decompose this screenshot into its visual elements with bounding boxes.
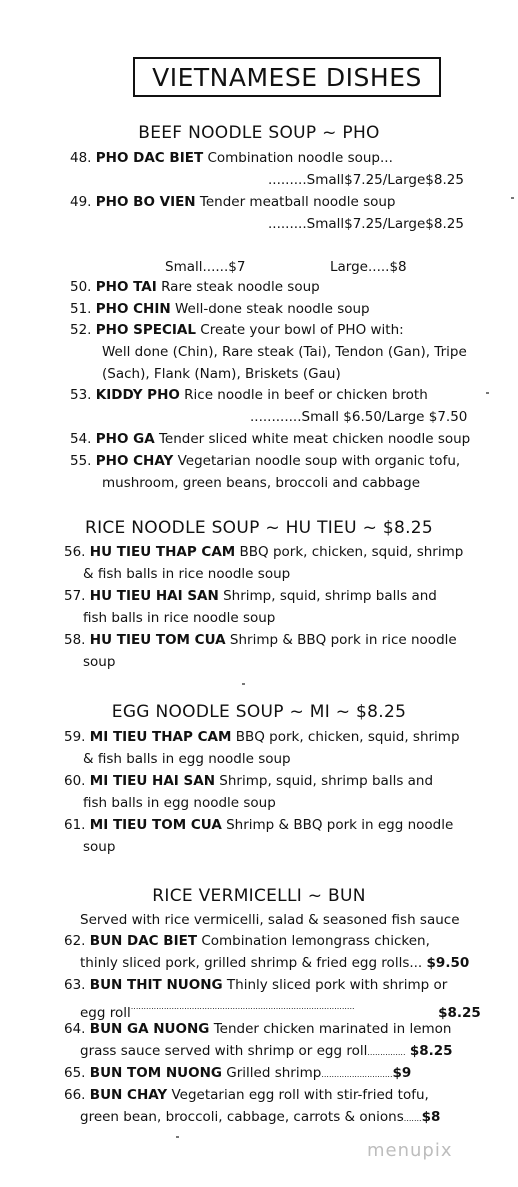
item-name: BUN CHAY	[89, 1087, 168, 1103]
item-price: $9	[392, 1065, 412, 1081]
item-number: 58.	[64, 632, 86, 648]
item-desc: Shrimp & BBQ pork in rice noodle	[229, 632, 457, 648]
item-desc: BBQ pork, chicken, squid, shrimp	[235, 729, 460, 745]
item-desc-64-line2	[80, 1041, 453, 1063]
item-number: 50.	[70, 279, 92, 295]
size-price-small: Small......$7	[165, 259, 246, 275]
item-desc: Thinly sliced pork with shrimp or	[226, 977, 448, 993]
leader-dots: .......	[403, 1114, 422, 1123]
menu-item-61	[64, 815, 453, 835]
item-desc: thinly sliced pork, grilled shrimp & fried egg rolls...	[80, 955, 423, 971]
leader-dots: ........................................................................................	[130, 1002, 355, 1011]
item-price-49: .........Small$7.25/Large$8.25	[268, 216, 464, 232]
item-name: BUN GA NUONG	[89, 1021, 210, 1037]
menu-item-58	[64, 630, 457, 650]
item-number: 65.	[64, 1065, 86, 1081]
item-desc: BBQ pork, chicken, squid, shrimp	[239, 544, 464, 560]
item-name: HU TIEU HAI SAN	[89, 588, 219, 604]
item-desc: Shrimp, squid, shrimp balls and	[223, 588, 437, 604]
item-name: KIDDY PHO	[95, 387, 180, 403]
menu-item-51	[70, 299, 370, 319]
item-name: MI TIEU HAI SAN	[89, 773, 215, 789]
item-number: 59.	[64, 729, 86, 745]
menu-item-65	[64, 1063, 411, 1085]
item-number: 63.	[64, 977, 86, 993]
item-desc: Vegetarian noodle soup with organic tofu,	[177, 453, 461, 469]
menu-item-66	[64, 1085, 429, 1105]
item-desc: Tender sliced white meat chicken noodle soup	[158, 431, 471, 447]
item-desc: Shrimp & BBQ pork in egg noodle	[226, 817, 454, 833]
menu-item-60	[64, 771, 433, 791]
item-desc: green bean, broccoli, cabbage, carrots & onions	[80, 1109, 404, 1125]
menu-item-59	[64, 727, 460, 747]
item-desc: Well-done steak noodle soup	[174, 301, 370, 317]
item-number: 62.	[64, 933, 86, 949]
menu-item-63	[64, 975, 447, 995]
size-price-large: Large.....$8	[330, 259, 407, 275]
section-header-pho: BEEF NOODLE SOUP ~ PHO	[138, 123, 380, 143]
section-header-bun: RICE VERMICELLI ~ BUN	[152, 886, 366, 906]
item-name: PHO GA	[95, 431, 155, 447]
item-name: PHO BO VIEN	[95, 194, 196, 210]
watermark-logo: menupix	[367, 1140, 453, 1161]
item-price: $8.25	[409, 1043, 453, 1059]
item-desc-52-line2: Well done (Chin), Rare steak (Tai), Tendon (Gan), Tripe	[102, 344, 467, 360]
item-desc: Tender meatball noodle soup	[199, 194, 396, 210]
scan-speck	[511, 197, 514, 199]
item-name: PHO CHIN	[95, 301, 171, 317]
menu-item-50	[70, 277, 320, 297]
menu-item-57	[64, 586, 437, 606]
item-number: 61.	[64, 817, 86, 833]
item-number: 52.	[70, 322, 92, 338]
item-desc: egg roll	[80, 1005, 131, 1021]
menu-item-62	[64, 931, 430, 951]
item-desc: Combination lemongrass chicken,	[201, 933, 430, 949]
menu-item-64	[64, 1019, 452, 1039]
item-name: HU TIEU THAP CAM	[89, 544, 236, 560]
scan-speck	[242, 683, 245, 685]
item-name: MI TIEU THAP CAM	[89, 729, 232, 745]
item-name: PHO DAC BIET	[95, 150, 204, 166]
item-desc-60-line2: fish balls in egg noodle soup	[83, 795, 276, 811]
item-desc: Rice noodle in beef or chicken broth	[184, 387, 428, 403]
scan-speck	[176, 1136, 179, 1138]
item-desc-57-line2: fish balls in rice noodle soup	[83, 610, 276, 626]
section-header-hutieu: RICE NOODLE SOUP ~ HU TIEU ~ $8.25	[84, 518, 434, 538]
page-title: VIETNAMESE DISHES	[133, 57, 441, 97]
item-name: HU TIEU TOM CUA	[89, 632, 226, 648]
item-number: 53.	[70, 387, 92, 403]
item-number: 48.	[70, 150, 92, 166]
menu-item-49	[70, 192, 396, 212]
item-desc: Create your bowl of PHO with:	[200, 322, 404, 338]
item-desc-58-line2: soup	[83, 654, 116, 670]
menu-item-52	[70, 320, 404, 340]
item-name: BUN THIT NUONG	[89, 977, 223, 993]
item-desc: Vegetarian egg roll with stir-fried tofu,	[171, 1087, 429, 1103]
item-number: 64.	[64, 1021, 86, 1037]
item-desc: Combination noodle soup...	[207, 150, 393, 166]
item-number: 51.	[70, 301, 92, 317]
item-desc: Rare steak noodle soup	[161, 279, 320, 295]
item-desc: grass sauce served with shrimp or egg roll	[80, 1043, 368, 1059]
menu-item-53	[70, 385, 428, 405]
item-number: 60.	[64, 773, 86, 789]
item-name: PHO SPECIAL	[95, 322, 196, 338]
item-name: MI TIEU TOM CUA	[89, 817, 222, 833]
item-desc-61-line2: soup	[83, 839, 116, 855]
item-price: $8	[421, 1109, 441, 1125]
item-price: $9.50	[426, 955, 470, 971]
item-desc-55-line2: mushroom, green beans, broccoli and cabbage	[102, 475, 421, 491]
item-number: 57.	[64, 588, 86, 604]
menu-item-54	[70, 429, 470, 449]
menu-item-55	[70, 451, 460, 471]
item-name: PHO CHAY	[95, 453, 174, 469]
leader-dots: ...............	[367, 1048, 406, 1057]
item-number: 56.	[64, 544, 86, 560]
item-desc: Grilled shrimp	[226, 1065, 322, 1081]
leader-dots: ............................	[321, 1070, 393, 1079]
item-desc-52-line3: (Sach), Flank (Nam), Briskets (Gau)	[102, 366, 341, 382]
item-desc: Shrimp, squid, shrimp balls and	[219, 773, 434, 789]
item-number: 66.	[64, 1087, 86, 1103]
item-price: $8.25	[438, 1005, 481, 1021]
section-header-mi: EGG NOODLE SOUP ~ MI ~ $8.25	[111, 702, 407, 722]
item-price-48: .........Small$7.25/Large$8.25	[268, 172, 464, 188]
item-price-53: ............Small $6.50/Large $7.50	[250, 409, 468, 425]
item-desc-59-line2: & fish balls in egg noodle soup	[83, 751, 291, 767]
item-number: 54.	[70, 431, 92, 447]
item-name: PHO TAI	[95, 279, 157, 295]
item-number: 49.	[70, 194, 92, 210]
item-desc: Tender chicken marinated in lemon	[213, 1021, 452, 1037]
menu-item-56	[64, 542, 463, 562]
item-number: 55.	[70, 453, 92, 469]
item-desc-66-line2	[80, 1107, 440, 1129]
item-desc-56-line2: & fish balls in rice noodle soup	[83, 566, 291, 582]
item-desc-62-line2	[80, 953, 469, 973]
item-name: BUN TOM NUONG	[89, 1065, 222, 1081]
section-intro-bun: Served with rice vermicelli, salad & seasoned fish sauce	[80, 912, 460, 928]
item-name: BUN DAC BIET	[89, 933, 198, 949]
scan-speck	[486, 392, 489, 394]
menu-item-48	[70, 148, 393, 168]
